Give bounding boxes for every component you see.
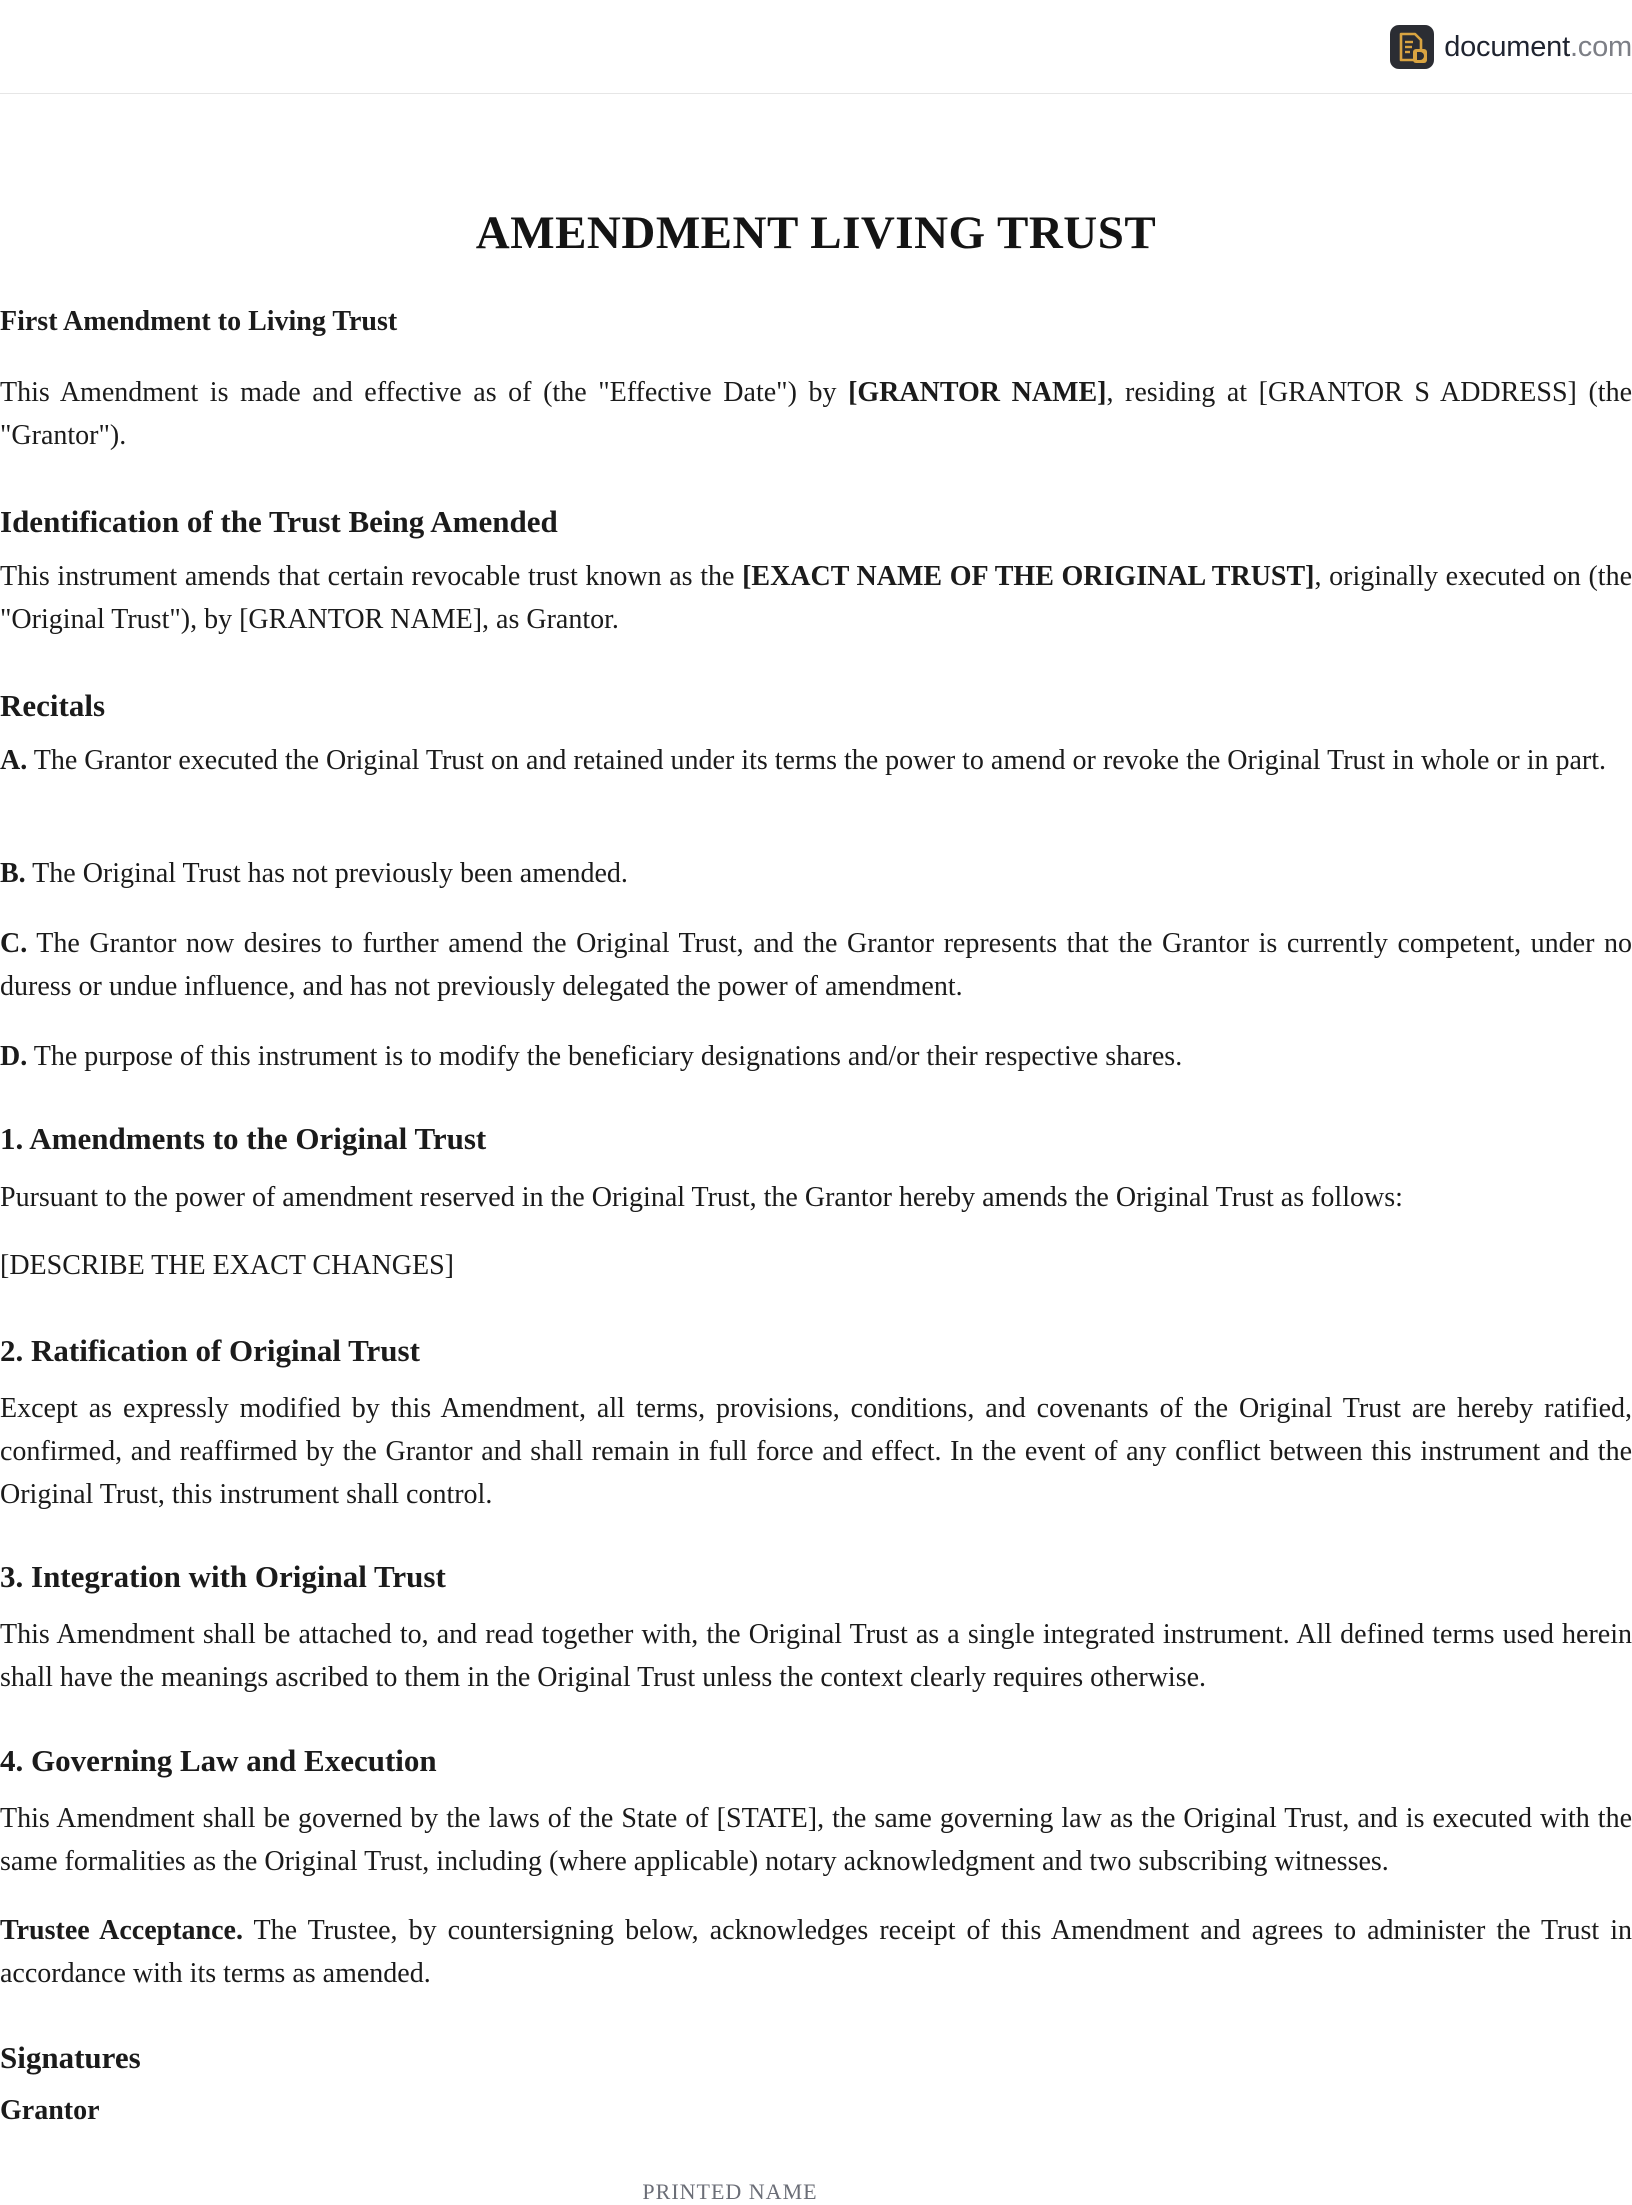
- grantor-name-placeholder: [GRANTOR NAME]: [848, 377, 1107, 408]
- printed-name-label: PRINTED NAME: [642, 2179, 818, 2204]
- section-1-heading: 1. Amendments to the Original Trust: [0, 1121, 487, 1156]
- grantor-signature-label: Grantor: [0, 2095, 100, 2126]
- identification-paragraph: This instrument amends that certain revocable trust known as the [EXACT NAME OF THE ORIGINAL TRUST], originally executed on (the "Original Trust"), by [GRANTOR NAME], as Grantor.: [0, 561, 1632, 635]
- identification-heading: Identification of the Trust Being Amended: [0, 504, 558, 539]
- document-subtitle: First Amendment to Living Trust: [0, 306, 398, 337]
- signatures-heading: Signatures: [0, 2040, 141, 2075]
- recital-d: D. The purpose of this instrument is to modify the beneficiary designations and/or their respective shares.: [0, 1041, 1183, 1072]
- section-2-paragraph: Except as expressly modified by this Amendment, all terms, provisions, conditions, and covenants of the Original Trust are hereby ratified, confirmed, and reaffirmed by the Grantor and shall remain in full force and effect. In the event of any conflict between this instrument and the Original Trust, this instrument shall control.: [0, 1393, 1632, 1510]
- changes-placeholder: [DESCRIBE THE EXACT CHANGES]: [0, 1250, 454, 1281]
- recital-c: C. The Grantor now desires to further amend the Original Trust, and the Grantor represents that the Grantor is currently competent, under no duress or undue influence, and has not previously delegated the power of amendment.: [0, 928, 1632, 1002]
- recital-b: B. The Original Trust has not previously been amended.: [0, 858, 628, 889]
- section-1-paragraph: Pursuant to the power of amendment reserved in the Original Trust, the Grantor hereby amends the Original Trust as follows:: [0, 1182, 1403, 1213]
- section-3-paragraph: This Amendment shall be attached to, and read together with, the Original Trust as a single integrated instrument. All defined terms used herein shall have the meanings ascribed to them in the Original Trust unless the context clearly requires otherwise.: [0, 1619, 1632, 1693]
- header-bar: [0, 0, 1632, 94]
- section-4-paragraph: This Amendment shall be governed by the laws of the State of [STATE], the same governing law as the Original Trust, and is executed with the same formalities as the Original Trust, including (where applicable) notary acknowledgment and two subscribing witnesses.: [0, 1803, 1632, 1877]
- document-logo-icon: [1390, 25, 1434, 69]
- section-4-heading: 4. Governing Law and Execution: [0, 1743, 437, 1778]
- recitals-heading: Recitals: [0, 688, 106, 723]
- brand-logo[interactable]: [1390, 25, 1632, 69]
- intro-paragraph: This Amendment is made and effective as of (the "Effective Date") by [GRANTOR NAME], residing at [GRANTOR S ADDRESS] (the "Grantor").: [0, 377, 1632, 451]
- section-2-heading: 2. Ratification of Original Trust: [0, 1333, 420, 1368]
- section-3-heading: 3. Integration with Original Trust: [0, 1559, 446, 1594]
- trustee-acceptance-paragraph: Trustee Acceptance. The Trustee, by countersigning below, acknowledges receipt of this Amendment and agrees to administer the Trust in accordance with its terms as amended.: [0, 1915, 1632, 1989]
- trust-name-placeholder: [EXACT NAME OF THE ORIGINAL TRUST]: [742, 561, 1315, 592]
- trustee-acceptance-label: Trustee Acceptance.: [0, 1915, 243, 1946]
- recital-a: A. The Grantor executed the Original Trust on and retained under its terms the power to amend or revoke the Original Trust in whole or in part.: [0, 745, 1607, 776]
- brand-suffix: .com: [1569, 30, 1632, 63]
- document-title: AMENDMENT LIVING TRUST: [475, 207, 1157, 259]
- brand-name: document.com: [1444, 30, 1632, 63]
